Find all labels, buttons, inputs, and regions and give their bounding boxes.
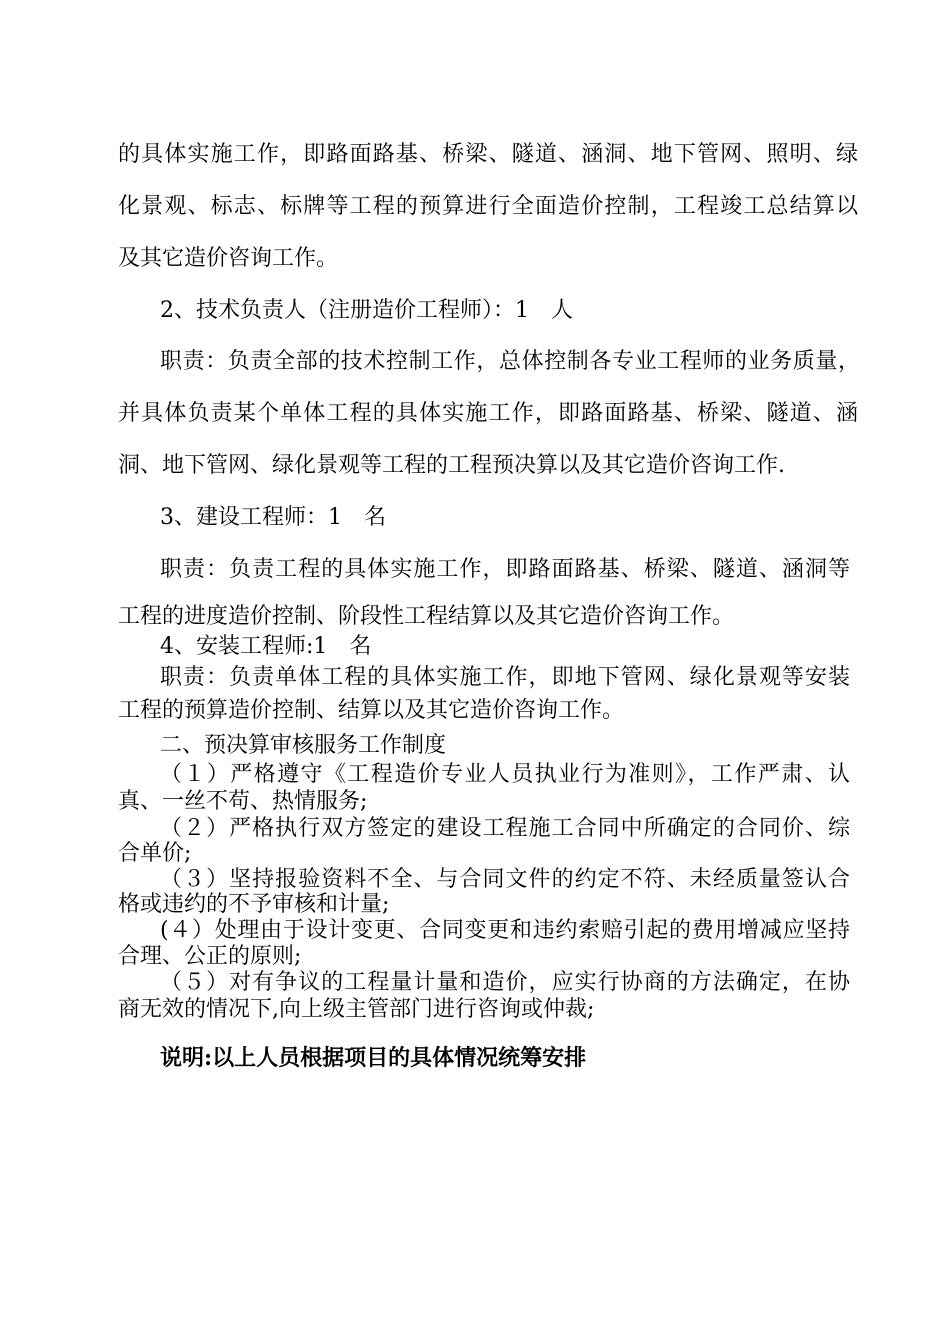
- text-line: 职责：负责工程的具体实施工作，即路面路基、桥梁、隧道、涵洞等: [160, 557, 850, 582]
- text-line: 格或违约的不予审核和计量;: [118, 892, 390, 917]
- text-line: 职责：负责单体工程的具体实施工作，即地下管网、绿化景观等安装: [160, 665, 850, 690]
- text-line: 商无效的情况下,向上级主管部门进行咨询或仲裁;: [118, 997, 595, 1022]
- text-line: 洞、地下管网、绿化景观等工程的工程预决算以及其它造价咨询工作.: [118, 453, 785, 478]
- text-line: 的具体实施工作，即路面路基、桥梁、隧道、涵洞、地下管网、照明、绿: [118, 142, 858, 167]
- text-line: 4、安装工程师:1 名: [160, 634, 372, 659]
- text-line: 并具体负责某个单体工程的具体实施工作，即路面路基、桥梁、隧道、涵: [118, 401, 858, 426]
- text-line: 真、一丝不苟、热情服务;: [118, 789, 368, 814]
- text-line: 及其它造价咨询工作。: [118, 246, 339, 271]
- text-line: 合理、公正的原则;: [118, 944, 302, 969]
- note-text: 说明:以上人员根据项目的具体情况统筹安排: [160, 1045, 587, 1071]
- text-line: （５）对有争议的工程量计量和造价，应实行协商的方法确定，在协: [160, 970, 850, 995]
- text-line: 工程的进度造价控制、阶段性工程结算以及其它造价咨询工作。: [118, 604, 735, 629]
- text-line: 工程的预算造价控制、结算以及其它造价咨询工作。: [118, 698, 625, 723]
- text-line: 职责：负责全部的技术控制工作，总体控制各专业工程师的业务质量，: [160, 349, 860, 374]
- text-line: (４）处理由于设计变更、合同变更和违约索赔引起的费用增减应坚持: [160, 918, 850, 943]
- text-line: （２）严格执行双方签定的建设工程施工合同中所确定的合同价、综: [160, 816, 850, 841]
- text-line: （１）严格遵守《工程造价专业人员执业行为准则》，工作严肃、认: [160, 762, 850, 787]
- text-line: 2、技术负责人（注册造价工程师）：1 人: [160, 298, 573, 323]
- text-line: 化景观、标志、标牌等工程的预算进行全面造价控制，工程竣工总结算以: [118, 194, 858, 219]
- text-line: 3、建设工程师：1 名: [160, 505, 386, 530]
- section-heading: 二、预决算审核服务工作制度: [160, 733, 447, 758]
- text-line: （３）坚持报验资料不全、与合同文件的约定不符、未经质量签认合: [160, 867, 850, 892]
- text-line: 合单价;: [118, 841, 192, 866]
